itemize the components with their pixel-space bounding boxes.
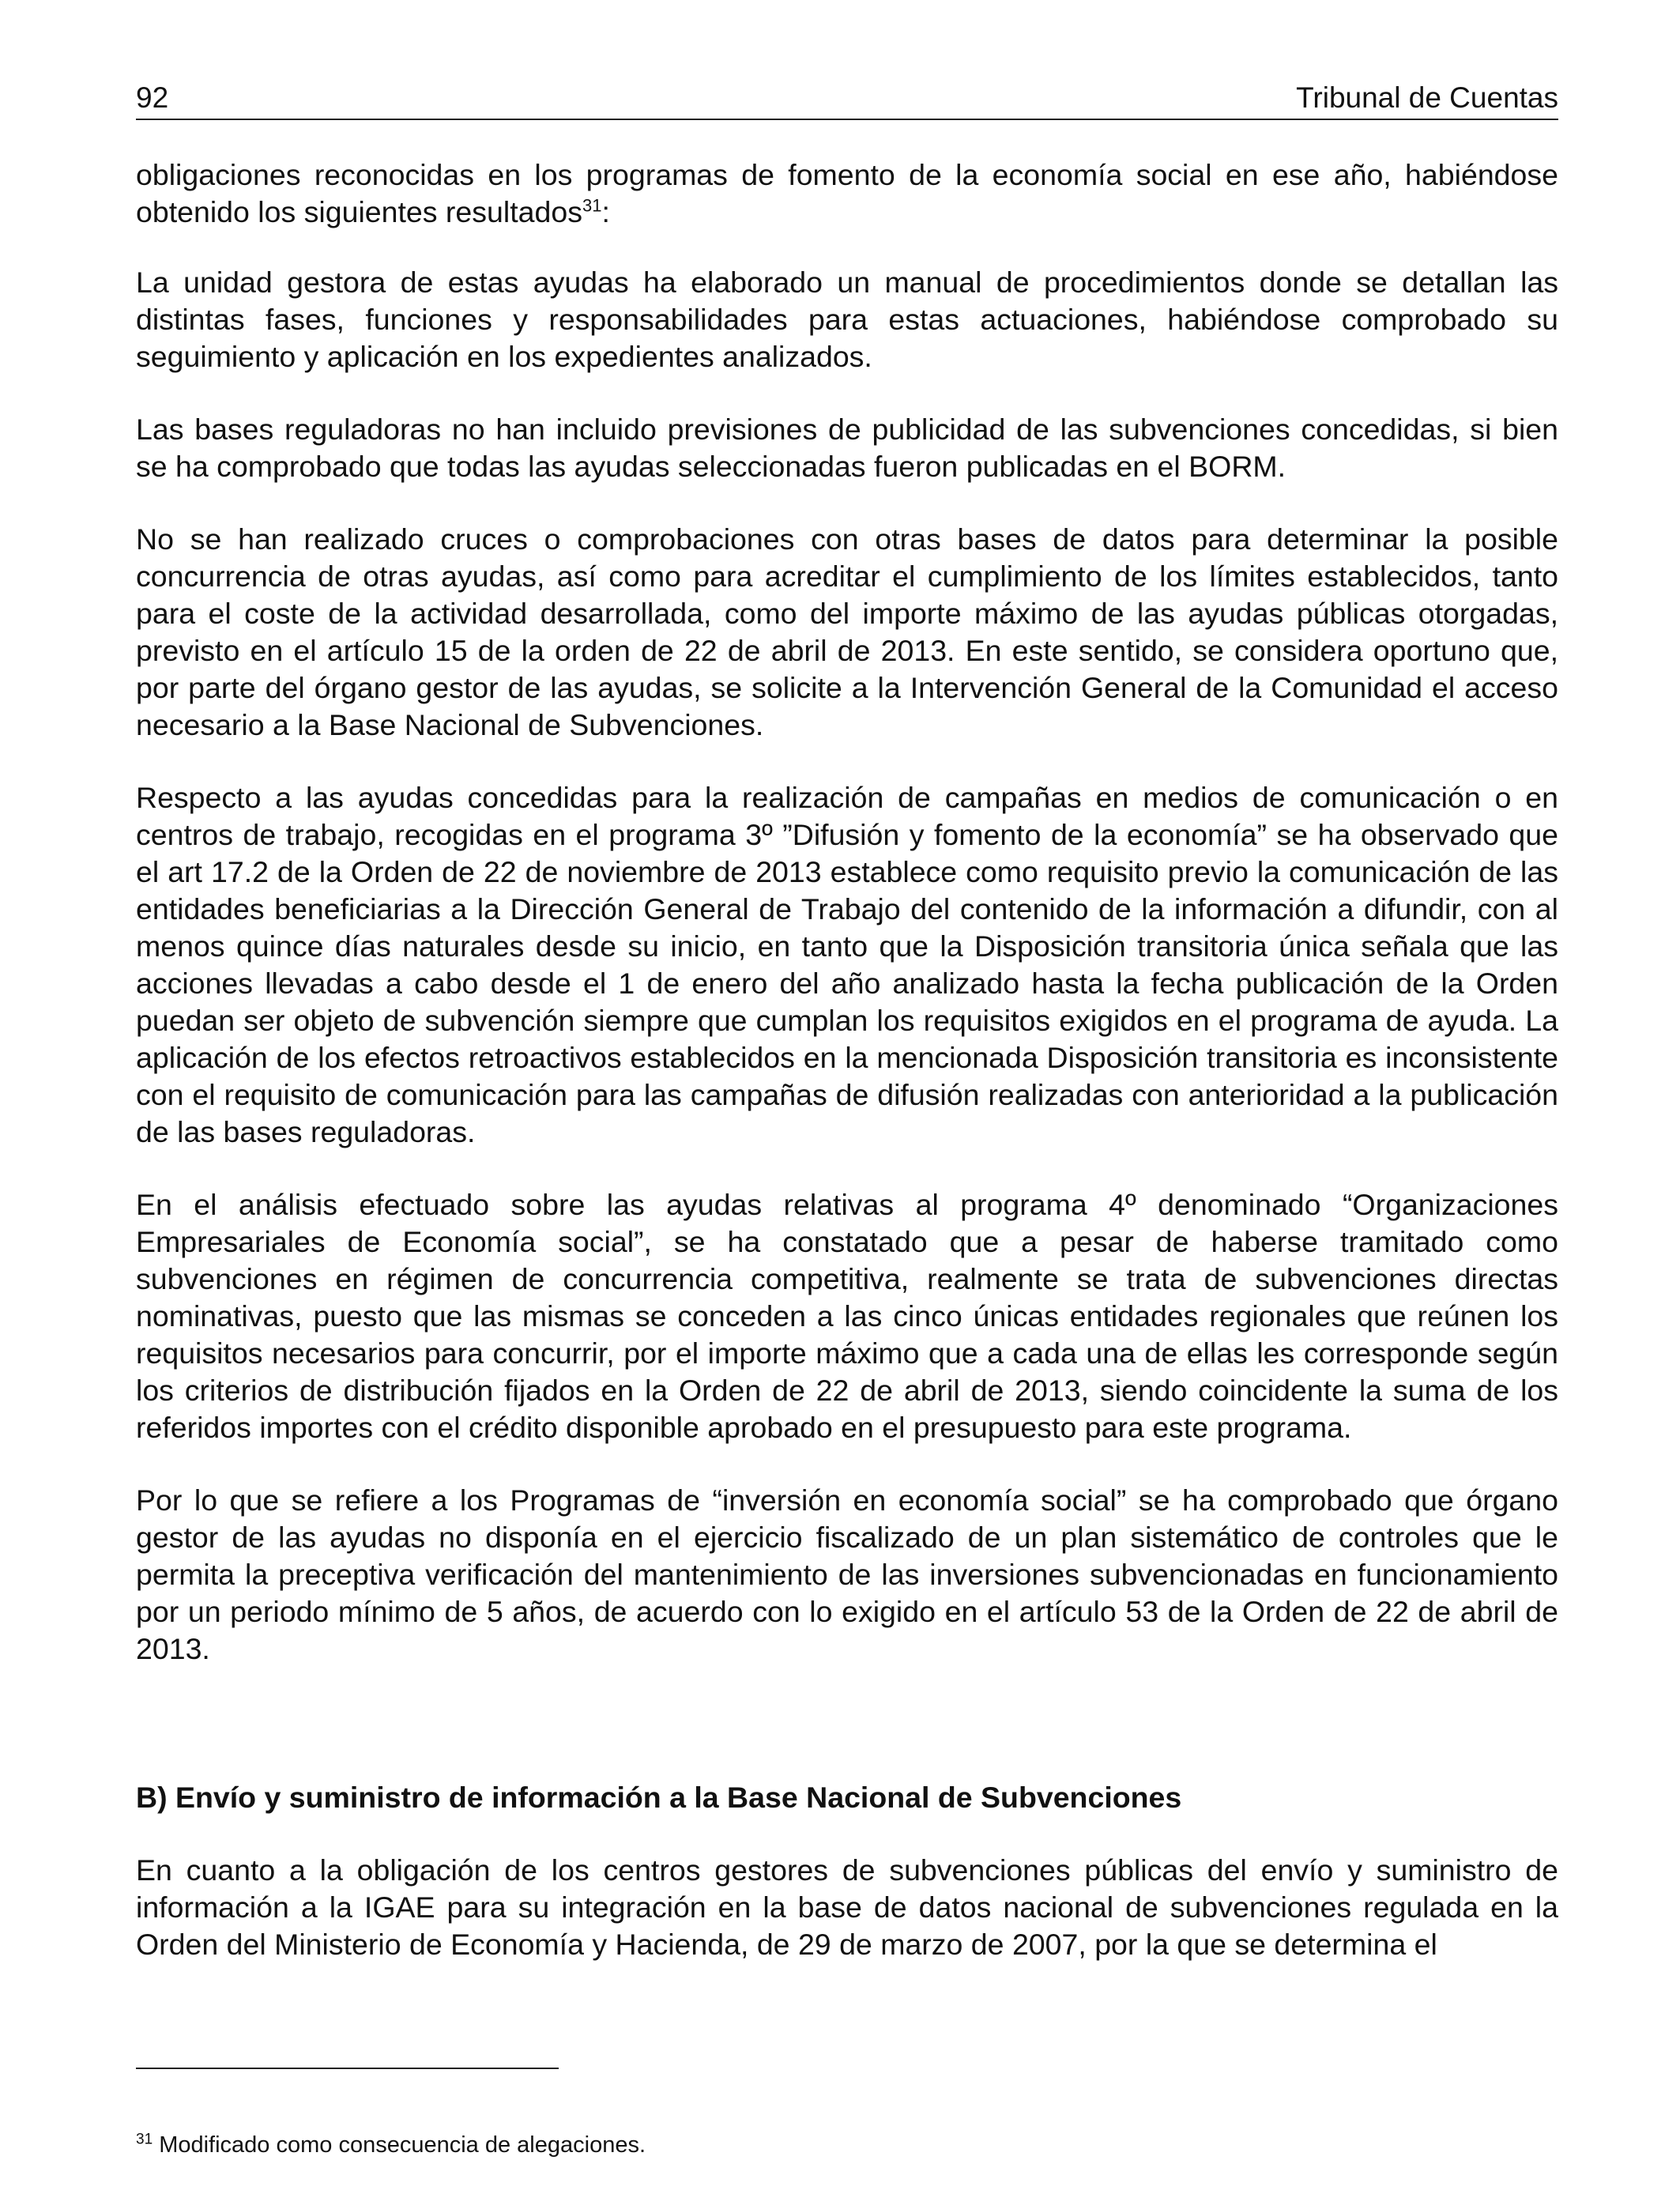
footnote-reference: 31: [582, 195, 602, 216]
paragraph-text: obligaciones reconocidas en los programas de fomento de la economía social en ese año, habiéndose obtenido los siguientes resultados: [136, 158, 1558, 228]
paragraph-publicity: Las bases reguladoras no han incluido previsiones de publicidad de las subvenciones concedidas, si bien se ha comprobado que todas las ayudas seleccionadas fueron publicadas en el BORM.: [136, 413, 1558, 483]
paragraph-investment-programs: Por lo que se refiere a los Programas de “inversión en economía social” se ha comprobado que órgano gestor de las ayudas no disponía en el ejercicio fiscalizado de un plan sistemático de controles que le permita la preceptiva verificación del mantenimiento de las inversiones subvencionadas en funcionamiento por un periodo mínimo de 5 años, de acuerdo con lo exigido en el artículo 53 de la Orden de 22 de abril de 2013.: [136, 1483, 1558, 1665]
paragraph-cross-checks: No se han realizado cruces o comprobaciones con otras bases de datos para determinar la posible concurrencia de otras ayudas, así como para acreditar el cumplimiento de los límites establecidos, tanto para el coste de la actividad desarrollada, como del importe máximo de las ayudas públicas otorgadas, previsto en el artículo 15 de la orden de 22 de abril de 2013. En este sentido, se considera oportuno que, por parte del órgano gestor de las ayudas, se solicite a la Intervención General de la Comunidad el acceso necesario a la Base Nacional de Subvenciones.: [136, 522, 1558, 741]
footnote-divider: [136, 2068, 559, 2069]
paragraph-campaigns: Respecto a las ayudas concedidas para la realización de campañas en medios de comunicación o en centros de trabajo, recogidas en el programa 3º ”Difusión y fomento de la economía” se ha observado que el art 17.2 de la Orden de 22 de noviembre de 2013 establece como requisito previo la comunicación de las entidades beneficiarias a la Dirección General de Trabajo del contenido de la información a difundir, con al menos quince días naturales desde su inicio, en tanto que la Disposición transitoria única señala que las acciones llevadas a cabo desde el 1 de enero del año analizado hasta la fecha publicación de la Orden puedan ser objeto de subvención siempre que cumplan los requisitos exigidos en el programa de ayuda. La aplicación de los efectos retroactivos establecidos en la mencionada Disposición transitoria es inconsistente con el requisito de comunicación para las campañas de difusión realizadas con anterioridad a la publicación de las bases reguladoras.: [136, 781, 1558, 1148]
page-number: 92: [136, 81, 169, 114]
document-page: [136, 0, 1558, 2194]
paragraph-tail: :: [601, 195, 610, 228]
section-spacer: [136, 1703, 1558, 1779]
footnote-text: Modificado como consecuencia de alegaciones.: [153, 2132, 646, 2158]
paragraph-procedures-manual: La unidad gestora de estas ayudas ha elaborado un manual de procedimientos donde se detallan las distintas fases, funciones y responsabilidades para estas actuaciones, habiéndose comprobado su seguimiento y aplicación en los expedientes analizados.: [136, 266, 1558, 373]
section-heading: B) Envío y suministro de información a la Base Nacional de Subvenciones: [136, 1781, 1182, 1814]
document-body: [136, 156, 1558, 1999]
footnote: [136, 2131, 1558, 2159]
paragraph-igae-obligation: En cuanto a la obligación de los centros gestores de subvenciones públicas del envío y suministro de información a la IGAE para su integración en la base de datos nacional de subvenciones regulada en la Orden del Ministerio de Economía y Hacienda, de 29 de marzo de 2007, por la que se determina el: [136, 1853, 1558, 1961]
paragraph-program-4: En el análisis efectuado sobre las ayudas relativas al programa 4º denominado “Organizaciones Empresariales de Economía social”, se ha constatado que a pesar de haberse tramitado como subvenciones en régimen de concurrencia competitiva, realmente se trata de subvenciones directas nominativas, puesto que las mismas se conceden a las cinco únicas entidades regionales que reúnen los requisitos necesarios para concurrir, por el importe máximo que a cada una de ellas les corresponde según los criterios de distribución fijados en la Orden de 22 de abril de 2013, siendo coincidente la suma de los referidos importes con el crédito disponible aprobado en el presupuesto para este programa.: [136, 1188, 1558, 1444]
page-header: [136, 77, 1558, 120]
paragraph-results-intro: [136, 156, 1558, 231]
running-title: Tribunal de Cuentas: [1296, 81, 1558, 114]
footnote-number: 31: [136, 2131, 153, 2148]
